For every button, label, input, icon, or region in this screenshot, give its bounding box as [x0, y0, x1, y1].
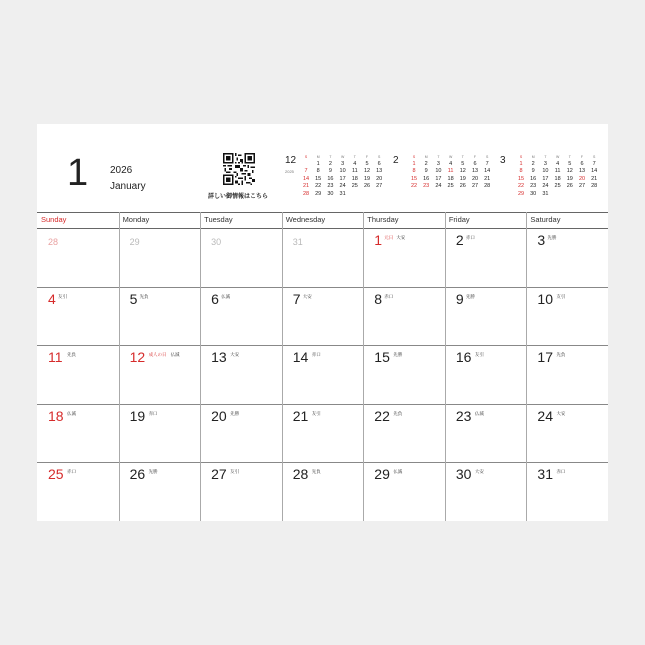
- rokuyo-label: 先勝: [230, 410, 240, 416]
- day-number: 4: [48, 290, 56, 307]
- mini-day: 7: [304, 168, 308, 175]
- weekday-header-monday: Monday: [122, 215, 150, 224]
- day-cell[interactable]: [282, 462, 363, 520]
- mini-day: 28: [484, 183, 491, 190]
- mini-day: 13: [376, 168, 383, 175]
- day-number: 25: [48, 466, 64, 483]
- day-number: 8: [374, 290, 383, 307]
- day-number: 28: [292, 466, 309, 483]
- day-cell[interactable]: [526, 404, 607, 462]
- weekday-header-wednesday: Wednesday: [285, 215, 326, 224]
- mini-day: 22: [315, 183, 322, 190]
- mini-day: 10: [435, 168, 442, 175]
- day-number: 17: [537, 349, 553, 366]
- mini-weekday-label: T: [329, 155, 332, 159]
- rokuyo-label: 赤口: [67, 469, 76, 475]
- rokuyo-label: 先負: [139, 293, 149, 299]
- rokuyo-label: 仏滅: [67, 410, 76, 416]
- day-cell[interactable]: [37, 404, 118, 462]
- calendar-header: [37, 124, 608, 212]
- rokuyo-label: 先勝: [393, 352, 403, 358]
- day-number: 9: [455, 290, 464, 307]
- day-cell[interactable]: [37, 287, 118, 345]
- mini-day: 6: [473, 161, 477, 167]
- mini-weekday-label: F: [365, 155, 369, 159]
- mini-day: 23: [423, 183, 430, 190]
- day-cell[interactable]: [363, 462, 444, 520]
- day-number: 27: [211, 466, 227, 483]
- mini-weekday-label: M: [424, 155, 428, 159]
- month-name: January: [110, 181, 146, 192]
- day-cell[interactable]: [200, 345, 281, 403]
- mini-day: 30: [530, 190, 537, 197]
- mini-day: 8: [316, 168, 320, 175]
- holiday-label: 元日: [384, 235, 394, 240]
- mini-weekday-label: T: [437, 155, 440, 159]
- day-cell[interactable]: [445, 345, 526, 403]
- mini-day: 14: [302, 175, 310, 182]
- day-cell[interactable]: [282, 287, 363, 345]
- mini-day: 13: [578, 168, 586, 175]
- day-number: 31: [537, 466, 553, 483]
- day-cell[interactable]: [445, 404, 526, 462]
- mini-weekday-label: S: [486, 155, 489, 159]
- mini-day: 4: [556, 161, 560, 167]
- mini-day: 12: [363, 168, 371, 175]
- mini-day: 26: [566, 183, 573, 190]
- mini-day: 19: [566, 175, 573, 182]
- day-number: 19: [129, 407, 146, 424]
- day-cell[interactable]: [526, 345, 607, 403]
- mini-day: 20: [376, 175, 383, 182]
- day-cell[interactable]: [363, 287, 444, 345]
- mini-day: 15: [315, 175, 322, 182]
- day-number: 10: [537, 290, 553, 307]
- mini-day: 12: [566, 168, 573, 175]
- mini-day: 3: [341, 161, 345, 167]
- day-cell[interactable]: [363, 404, 444, 462]
- day-number: 23: [455, 407, 472, 424]
- rokuyo-label: 仏滅: [221, 293, 231, 299]
- mini-day: 5: [461, 161, 465, 167]
- day-number: 15: [374, 349, 390, 366]
- mini-day: 24: [542, 183, 549, 190]
- mini-day: 25: [447, 183, 454, 190]
- mini-day: 29: [517, 190, 525, 197]
- mini-day: 29: [315, 190, 322, 197]
- mini-day: 26: [363, 183, 371, 190]
- mini-weekday-label: T: [568, 155, 571, 159]
- rokuyo-label: 友引: [556, 293, 566, 299]
- day-cell[interactable]: [200, 404, 281, 462]
- mini-day: 2: [531, 161, 535, 167]
- weekday-header-friday: Friday: [448, 215, 470, 224]
- rokuyo-label: 赤口: [148, 410, 158, 416]
- day-cell[interactable]: [363, 228, 444, 286]
- rokuyo-label: 赤口: [384, 293, 394, 299]
- mini-day: 24: [435, 183, 442, 190]
- mini-day: 6: [377, 161, 381, 167]
- mini-day: 15: [410, 175, 418, 182]
- mini-day: 17: [435, 175, 442, 182]
- day-number: 16: [455, 349, 472, 366]
- mini-day: 21: [591, 175, 598, 182]
- rokuyo-label: 仏滅: [170, 352, 180, 358]
- day-number: 14: [292, 349, 309, 366]
- rokuyo-label: 先負: [311, 469, 321, 475]
- day-number: 1: [374, 232, 383, 248]
- mini-day: 22: [517, 183, 525, 190]
- mini-day: 2: [328, 161, 332, 167]
- rokuyo-label: 大安: [230, 352, 240, 358]
- mini-day: 7: [485, 161, 489, 167]
- mini-day: 27: [578, 183, 586, 190]
- mini-day: 1: [519, 161, 523, 167]
- day-number: 18: [48, 407, 64, 424]
- mini-weekday-label: S: [519, 155, 523, 159]
- mini-day: 8: [519, 168, 523, 175]
- mini-day: 20: [471, 175, 479, 182]
- day-number: 5: [129, 290, 138, 307]
- rokuyo-label: 赤口: [556, 469, 566, 475]
- mini-day: 9: [328, 168, 332, 175]
- grid-line: [37, 212, 608, 213]
- mini-day: 18: [351, 175, 358, 182]
- rokuyo-label: 赤口: [311, 352, 321, 358]
- mini-weekday-label: W: [555, 155, 560, 159]
- mini-day: 6: [580, 161, 584, 167]
- day-number: 30: [455, 466, 472, 483]
- mini-day: 3: [543, 161, 547, 167]
- day-cell[interactable]: [282, 404, 363, 462]
- mini-day: 5: [568, 161, 572, 167]
- calendar-sheet: [37, 124, 608, 521]
- mini-day: 28: [591, 183, 598, 190]
- mini-weekday-label: M: [316, 155, 320, 159]
- mini-day: 9: [424, 168, 428, 175]
- day-cell[interactable]: [200, 287, 281, 345]
- mini-weekday-label: F: [580, 155, 584, 159]
- mini-weekday-label: S: [304, 155, 308, 159]
- mini-weekday-label: M: [531, 155, 535, 159]
- day-number: 11: [48, 349, 63, 366]
- day-number: 21: [292, 407, 309, 424]
- day-cell[interactable]: [526, 462, 607, 520]
- mini-day: 31: [542, 190, 549, 197]
- mini-day: 31: [339, 190, 346, 197]
- mini-day: 3: [436, 161, 440, 167]
- day-number: 29: [374, 466, 390, 483]
- day-number: 12: [129, 349, 146, 366]
- mini-day: 28: [302, 190, 310, 197]
- rokuyo-label: 友引: [58, 293, 67, 299]
- day-number: 22: [374, 407, 390, 424]
- day-cell[interactable]: [119, 228, 200, 286]
- mini-day: 4: [353, 161, 357, 167]
- mini-day: 22: [410, 183, 418, 190]
- mini-day: 8: [412, 168, 416, 175]
- rokuyo-label: 大安: [302, 293, 312, 299]
- day-cell[interactable]: [119, 404, 200, 462]
- rokuyo-label: 大安: [396, 235, 406, 240]
- mini-day: 21: [484, 175, 491, 182]
- day-number: 26: [129, 466, 146, 483]
- mini-day: 27: [376, 183, 383, 190]
- mini-day: 18: [447, 175, 454, 182]
- month-number: 1: [67, 152, 89, 194]
- rokuyo-label: 先負: [67, 352, 76, 358]
- qr-caption: 詳しい御情報はこちら: [208, 194, 269, 200]
- rokuyo-label: 仏滅: [474, 410, 484, 416]
- mini-day: 25: [554, 183, 561, 190]
- mini-day: 9: [531, 168, 535, 175]
- rokuyo-label: 友引: [230, 469, 240, 475]
- rokuyo-label: 先勝: [148, 469, 158, 475]
- day-number: 28: [48, 237, 59, 247]
- mini-day: 24: [339, 183, 346, 190]
- day-cell[interactable]: [445, 462, 526, 520]
- day-number: 29: [129, 237, 140, 247]
- rokuyo-label: 赤口: [465, 235, 475, 240]
- mini-weekday-label: T: [544, 155, 547, 159]
- mini-weekday-label: W: [340, 155, 345, 159]
- rokuyo-label: 先負: [393, 410, 403, 416]
- rokuyo-label: 大安: [556, 410, 566, 416]
- mini-day: 5: [365, 161, 369, 167]
- weekday-header-sunday: Sunday: [41, 215, 67, 224]
- weekday-header-tuesday: Tuesday: [204, 215, 233, 224]
- weekday-header-thursday: Thursday: [367, 215, 399, 224]
- mini-weekday-label: T: [461, 155, 464, 159]
- day-cell[interactable]: [119, 287, 200, 345]
- day-cell[interactable]: [200, 462, 281, 520]
- mini-day: 23: [327, 183, 334, 190]
- day-cell[interactable]: [119, 462, 200, 520]
- day-number: 24: [537, 407, 553, 424]
- qr-code-icon[interactable]: [223, 153, 255, 185]
- day-number: 31: [292, 237, 303, 247]
- mini-day: 10: [542, 168, 549, 175]
- day-number: 3: [537, 232, 546, 248]
- rokuyo-label: 先勝: [465, 293, 475, 299]
- mini-weekday-label: F: [473, 155, 477, 159]
- mini-weekday-label: T: [353, 155, 356, 159]
- mini-day: 25: [351, 183, 358, 190]
- mini-year: 2025: [285, 169, 294, 174]
- mini-day: 14: [591, 168, 598, 175]
- rokuyo-label: 大安: [474, 469, 484, 475]
- holiday-label: 成人の日: [148, 352, 167, 358]
- day-number: 2: [455, 232, 464, 248]
- day-cell[interactable]: [37, 228, 118, 286]
- day-number: 6: [211, 290, 219, 307]
- day-number: 7: [292, 290, 301, 307]
- mini-day: 17: [542, 175, 549, 182]
- mini-day: 4: [449, 161, 453, 167]
- mini-day: 15: [517, 175, 525, 182]
- mini-day: 20: [578, 175, 586, 182]
- mini-day: 11: [447, 168, 454, 175]
- mini-day: 19: [459, 175, 466, 182]
- day-number: 20: [211, 407, 227, 424]
- rokuyo-label: 友引: [311, 410, 321, 416]
- mini-weekday-label: W: [448, 155, 453, 159]
- day-cell[interactable]: [445, 228, 526, 286]
- mini-day: 16: [327, 175, 334, 182]
- mini-month-number: 3: [500, 155, 506, 166]
- day-cell[interactable]: [282, 345, 363, 403]
- mini-day: 26: [459, 183, 466, 190]
- mini-month-number: 2: [393, 155, 399, 166]
- day-cell[interactable]: [119, 345, 200, 403]
- day-cell[interactable]: [37, 345, 118, 403]
- mini-day: 13: [471, 168, 479, 175]
- mini-weekday-label: S: [593, 155, 596, 159]
- day-cell[interactable]: [526, 287, 607, 345]
- day-cell[interactable]: [445, 287, 526, 345]
- mini-day: 7: [592, 161, 596, 167]
- day-number: 30: [211, 237, 222, 247]
- mini-day: 19: [363, 175, 371, 182]
- year-label: 2026: [110, 165, 133, 176]
- mini-day: 12: [459, 168, 466, 175]
- mini-day: 11: [554, 168, 561, 175]
- mini-day: 21: [302, 183, 310, 190]
- mini-day: 27: [471, 183, 479, 190]
- mini-day: 18: [554, 175, 561, 182]
- rokuyo-label: 仏滅: [393, 469, 403, 475]
- rokuyo-label: 先負: [556, 352, 566, 358]
- mini-day: 16: [530, 175, 537, 182]
- day-cell[interactable]: [200, 228, 281, 286]
- day-cell[interactable]: [363, 345, 444, 403]
- mini-day: 10: [339, 168, 346, 175]
- rokuyo-label: 先勝: [547, 235, 557, 240]
- weekday-header-saturday: Saturday: [530, 215, 561, 224]
- mini-weekday-label: S: [378, 155, 381, 159]
- mini-weekday-label: S: [412, 155, 416, 159]
- day-cell[interactable]: [37, 462, 118, 520]
- mini-day: 11: [351, 168, 358, 175]
- day-cell[interactable]: [526, 228, 607, 286]
- mini-day: 23: [530, 183, 537, 190]
- day-cell[interactable]: [282, 228, 363, 286]
- mini-day: 30: [327, 190, 334, 197]
- mini-day: 17: [339, 175, 346, 182]
- mini-day: 1: [412, 161, 416, 167]
- mini-day: 1: [316, 161, 320, 167]
- day-number: 13: [211, 349, 227, 366]
- mini-day: 16: [423, 175, 430, 182]
- mini-month-number: 12: [285, 155, 297, 166]
- mini-day: 14: [484, 168, 491, 175]
- mini-day: 2: [424, 161, 428, 167]
- rokuyo-label: 友引: [474, 352, 484, 358]
